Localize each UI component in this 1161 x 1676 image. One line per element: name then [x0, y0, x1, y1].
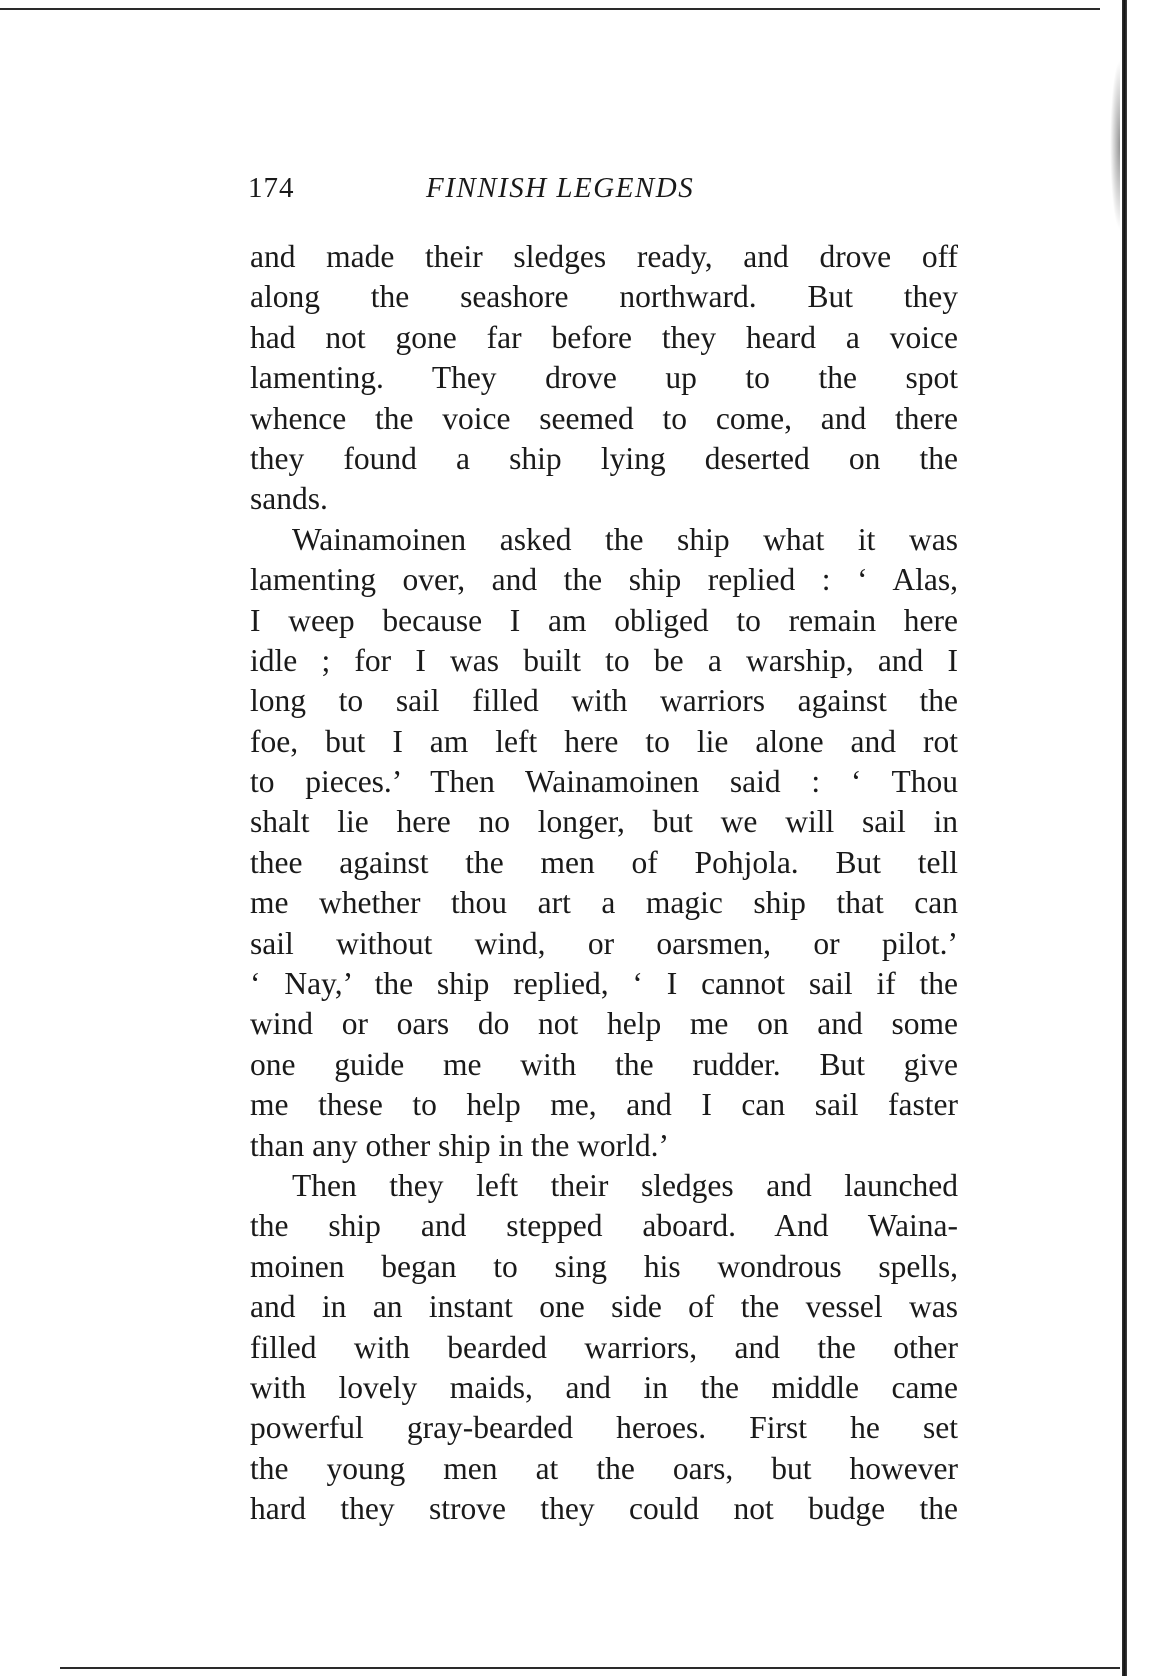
text-line: long to sail filled with warriors against the: [250, 683, 958, 719]
bottom-scan-edge: [60, 1667, 1120, 1669]
text-line: the young men at the oars, but however: [250, 1450, 958, 1486]
text-line: sail without wind, or oarsmen, or pilot.’: [250, 925, 958, 961]
text-line: along the seashore northward. But they: [250, 279, 958, 315]
text-line: lamenting over, and the ship replied : ‘ Alas,: [250, 562, 958, 598]
text-line: and in an instant one side of the vessel was: [250, 1289, 958, 1325]
top-scan-edge: [0, 8, 1100, 10]
text-line: powerful gray-bearded heroes. First he set: [250, 1410, 958, 1446]
text-line: with lovely maids, and in the middle came: [250, 1369, 958, 1405]
text-line: than any other ship in the world.’: [250, 1127, 670, 1163]
body-text: [250, 237, 958, 1530]
text-line: filled with bearded warriors, and the other: [250, 1329, 958, 1365]
running-title: FINNISH LEGENDS: [426, 172, 695, 204]
text-line: to pieces.’ Then Wainamoinen said : ‘ Thou: [250, 764, 958, 800]
book-spine-edge: [1122, 0, 1127, 1676]
text-line: moinen began to sing his wondrous spells,: [250, 1248, 958, 1284]
text-line: lamenting. They drove up to the spot: [250, 360, 958, 396]
text-line: had not gone far before they heard a voice: [250, 319, 958, 355]
text-line: one guide me with the rudder. But give: [250, 1046, 958, 1082]
text-line: Then they left their sledges and launched: [292, 1167, 958, 1203]
text-line: me whether thou art a magic ship that can: [250, 885, 958, 921]
text-line: I weep because I am obliged to remain here: [250, 602, 958, 638]
spine-shadow: [1110, 60, 1120, 230]
text-line: whence the voice seemed to come, and there: [250, 400, 958, 436]
text-line: hard they strove they could not budge the: [250, 1491, 958, 1527]
text-line: and made their sledges ready, and drove off: [250, 239, 958, 274]
text-line: ‘ Nay,’ the ship replied, ‘ I cannot sail if the: [250, 966, 958, 1002]
running-head: [248, 172, 768, 216]
page-number: 174: [248, 172, 295, 204]
text-line: shalt lie here no longer, but we will sail in: [250, 804, 958, 840]
text-line: sands.: [250, 481, 328, 517]
text-line: foe, but I am left here to lie alone and rot: [250, 723, 958, 759]
text-line: the ship and stepped aboard. And Waina-: [250, 1208, 958, 1244]
text-line: me these to help me, and I can sail faster: [250, 1087, 958, 1123]
text-line: thee against the men of Pohjola. But tell: [250, 844, 958, 880]
text-line: they found a ship lying deserted on the: [250, 440, 958, 476]
text-line: wind or oars do not help me on and some: [250, 1006, 958, 1042]
text-line: idle ; for I was built to be a warship, and I: [250, 642, 958, 678]
text-line: Wainamoinen asked the ship what it was: [292, 521, 958, 557]
